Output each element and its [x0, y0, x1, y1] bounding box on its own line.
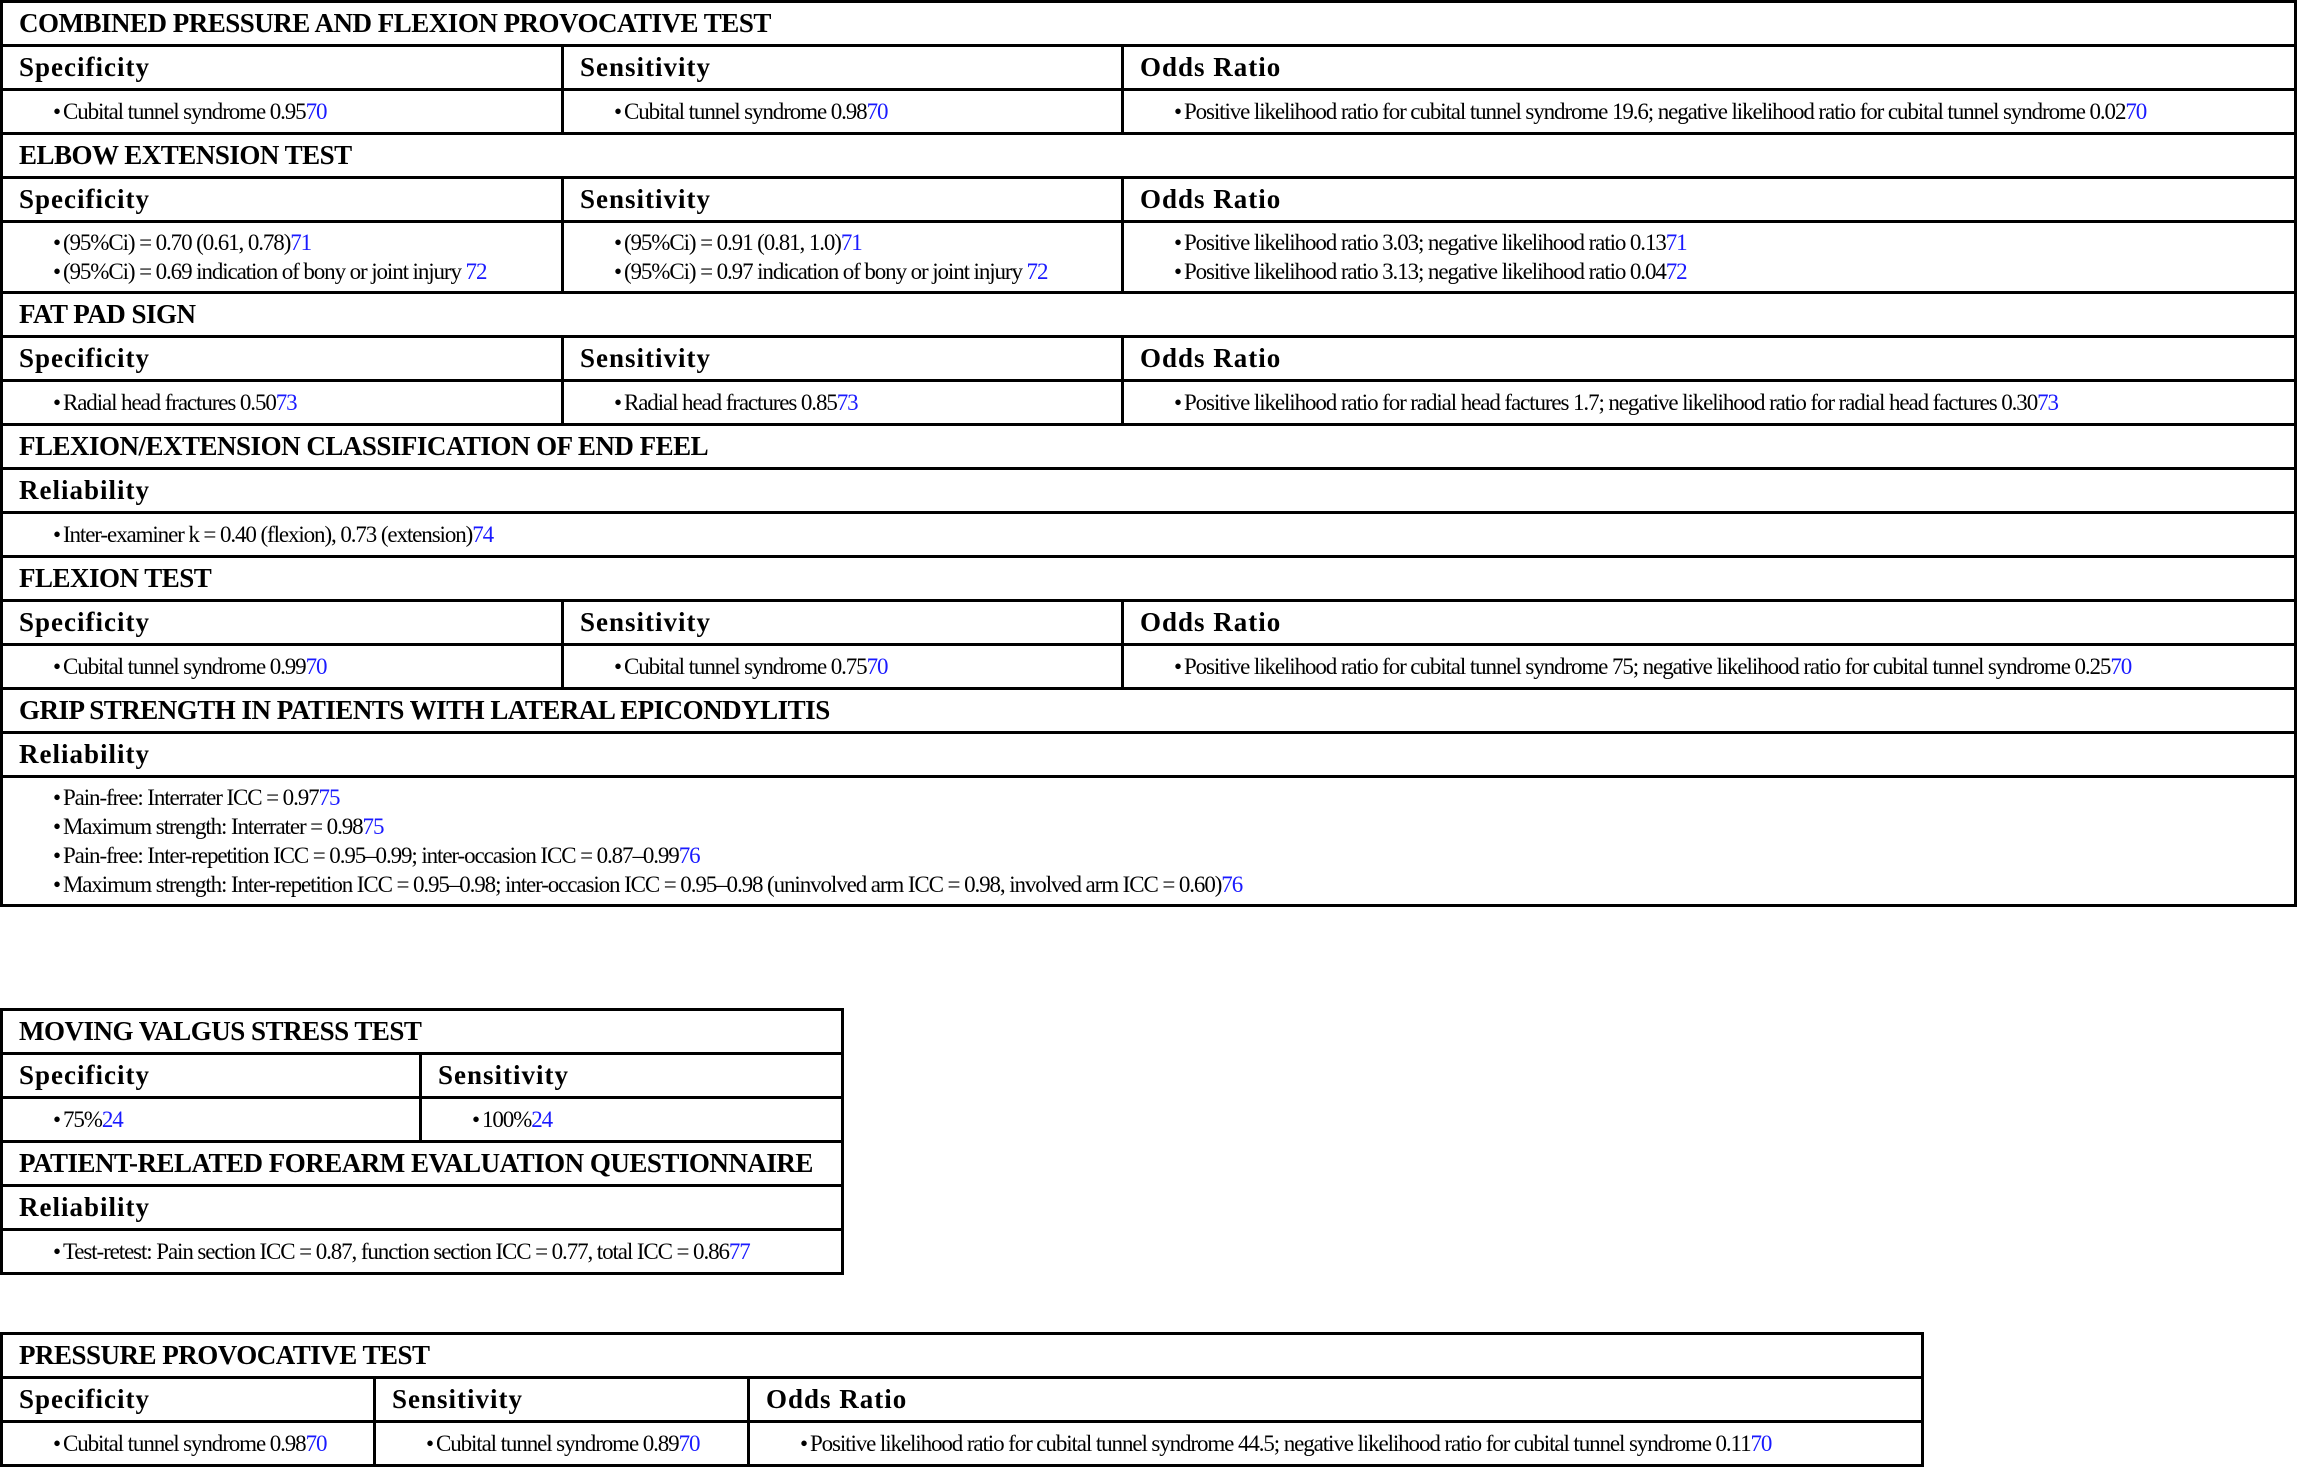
bullet-icon: • — [53, 785, 60, 810]
column-header-sensitivity: Sensitivity — [421, 1054, 843, 1098]
column-header-row — [2, 469, 2296, 513]
item-text: Cubital tunnel syndrome 0.89 — [435, 1431, 679, 1456]
section-title-row — [2, 293, 2296, 337]
bullet-icon: • — [614, 390, 621, 415]
reference-link[interactable]: 24 — [101, 1107, 123, 1132]
item-text: (95%Ci) = 0.69 indication of bony or joint injury — [62, 259, 466, 284]
item-text: Cubital tunnel syndrome 0.98 — [62, 1431, 306, 1456]
section-title-row — [2, 557, 2296, 601]
reference-link[interactable]: 70 — [866, 99, 888, 124]
data-row — [2, 513, 2296, 557]
reference-link[interactable]: 70 — [305, 1431, 327, 1456]
item-text: 75% — [62, 1107, 102, 1132]
section-title-row — [2, 134, 2296, 178]
section-title-row — [2, 1010, 843, 1054]
column-header-row — [2, 733, 2296, 777]
list-item — [53, 1105, 419, 1134]
bullet-icon: • — [1174, 654, 1181, 679]
section-title-row — [2, 425, 2296, 469]
bullet-icon: • — [426, 1431, 433, 1456]
section-title-grip-strength-in-patients-with-lateral-epicondylitis: GRIP STRENGTH IN PATIENTS WITH LATERAL EPICONDYLITIS — [2, 689, 2296, 733]
bullet-icon: • — [53, 843, 60, 868]
item-text: Pain-free: Interrater ICC = 0.97 — [62, 785, 319, 810]
data-row — [2, 1422, 1923, 1466]
item-text: Positive likelihood ratio for radial head factures 1.7; negative likelihood ratio for radial head factures 0.30 — [1183, 390, 2038, 415]
reference-link[interactable]: 77 — [728, 1239, 750, 1264]
data-cell-specificity — [2, 90, 563, 134]
item-text: (95%Ci) = 0.97 indication of bony or joint injury — [623, 259, 1027, 284]
list-item — [1174, 228, 2294, 257]
list-item — [614, 228, 1121, 257]
column-header-sensitivity: Sensitivity — [563, 178, 1123, 222]
column-header-specificity: Specificity — [2, 46, 563, 90]
section-title-flexion-test: FLEXION TEST — [2, 557, 2296, 601]
data-cell-specificity — [2, 222, 563, 293]
section-title-patient-related-forearm-evaluation-questionnaire: PATIENT-RELATED FOREARM EVALUATION QUESTIONNAIRE — [2, 1142, 843, 1186]
column-header-odds-ratio: Odds Ratio — [749, 1378, 1923, 1422]
reference-link[interactable]: 72 — [1665, 259, 1687, 284]
list-item — [614, 388, 1121, 417]
section-title-row — [2, 689, 2296, 733]
reference-link[interactable]: 74 — [472, 522, 494, 547]
data-row — [2, 381, 2296, 425]
column-header-reliability: Reliability — [2, 733, 2296, 777]
item-text: Positive likelihood ratio for cubital tunnel syndrome 44.5; negative likelihood ratio for cubital tunnel syndrome 0.11 — [809, 1431, 1751, 1456]
bullet-icon: • — [53, 1239, 60, 1264]
item-text: Cubital tunnel syndrome 0.99 — [62, 654, 306, 679]
list-item — [1174, 652, 2294, 681]
column-header-reliability: Reliability — [2, 469, 2296, 513]
reference-link[interactable]: 76 — [678, 843, 700, 868]
item-text: Positive likelihood ratio 3.13; negative likelihood ratio 0.04 — [1183, 259, 1666, 284]
bullet-icon: • — [1174, 259, 1181, 284]
data-row — [2, 1098, 843, 1142]
list-item — [1174, 97, 2294, 126]
list-item — [53, 783, 2294, 812]
bullet-icon: • — [53, 230, 60, 255]
bullet-icon: • — [53, 99, 60, 124]
section-title-fat-pad-sign: FAT PAD SIGN — [2, 293, 2296, 337]
reference-link[interactable]: 73 — [275, 390, 297, 415]
data-cell-odds-ratio — [749, 1422, 1923, 1466]
column-header-row — [2, 46, 2296, 90]
section-title-flexion-extension-classification-of-end-feel: FLEXION/EXTENSION CLASSIFICATION OF END FEEL — [2, 425, 2296, 469]
data-cell-specificity — [2, 1098, 421, 1142]
column-header-sensitivity: Sensitivity — [375, 1378, 749, 1422]
forearm-tests-table — [0, 1008, 844, 1275]
list-item — [614, 97, 1121, 126]
data-cell-reliability — [2, 777, 2296, 906]
column-header-specificity: Specificity — [2, 178, 563, 222]
list-item — [1174, 257, 2294, 286]
bullet-icon: • — [53, 1431, 60, 1456]
data-cell-odds-ratio — [1123, 381, 2296, 425]
data-cell-specificity — [2, 381, 563, 425]
data-cell-sensitivity — [563, 645, 1123, 689]
list-item — [426, 1429, 747, 1458]
column-header-sensitivity: Sensitivity — [563, 46, 1123, 90]
reference-link[interactable]: 72 — [1026, 259, 1048, 284]
reference-link[interactable]: 70 — [305, 654, 327, 679]
bullet-icon: • — [1174, 230, 1181, 255]
list-item — [53, 388, 561, 417]
column-header-row — [2, 601, 2296, 645]
data-cell-sensitivity — [563, 222, 1123, 293]
item-text: Inter-examiner k = 0.40 (flexion), 0.73 (extension) — [62, 522, 473, 547]
item-text: Cubital tunnel syndrome 0.95 — [62, 99, 306, 124]
section-title-row — [2, 1334, 1923, 1378]
list-item — [1174, 388, 2294, 417]
data-row — [2, 777, 2296, 906]
reference-link[interactable]: 70 — [2110, 654, 2132, 679]
item-text: Positive likelihood ratio for cubital tunnel syndrome 75; negative likelihood ratio for cubital tunnel syndrome 0.25 — [1183, 654, 2111, 679]
bullet-icon: • — [53, 1107, 60, 1132]
section-title-row — [2, 2, 2296, 46]
item-text: Pain-free: Inter-repetition ICC = 0.95–0.99; inter-occasion ICC = 0.87–0.99 — [62, 843, 679, 868]
column-header-specificity: Specificity — [2, 1378, 375, 1422]
list-item — [614, 652, 1121, 681]
bullet-icon: • — [614, 99, 621, 124]
item-text: 100% — [481, 1107, 532, 1132]
data-cell-reliability — [2, 1230, 843, 1274]
data-cell-sensitivity — [421, 1098, 843, 1142]
list-item — [53, 1429, 373, 1458]
bullet-icon: • — [614, 230, 621, 255]
reference-link[interactable]: 72 — [465, 259, 487, 284]
list-item — [472, 1105, 841, 1134]
list-item — [53, 1237, 841, 1266]
data-row — [2, 645, 2296, 689]
bullet-icon: • — [1174, 99, 1181, 124]
list-item — [53, 652, 561, 681]
column-header-specificity: Specificity — [2, 337, 563, 381]
bullet-icon: • — [614, 654, 621, 679]
bullet-icon: • — [53, 259, 60, 284]
list-item — [53, 520, 2294, 549]
column-header-odds-ratio: Odds Ratio — [1123, 46, 2296, 90]
list-item — [53, 841, 2294, 870]
column-header-row — [2, 1378, 1923, 1422]
reference-link[interactable]: 70 — [1750, 1431, 1772, 1456]
data-cell-odds-ratio — [1123, 222, 2296, 293]
reference-link[interactable]: 70 — [866, 654, 888, 679]
bullet-icon: • — [53, 390, 60, 415]
reference-link[interactable]: 75 — [318, 785, 340, 810]
column-header-row — [2, 337, 2296, 381]
list-item — [614, 257, 1121, 286]
column-header-specificity: Specificity — [2, 601, 563, 645]
data-cell-specificity — [2, 645, 563, 689]
reference-link[interactable]: 70 — [678, 1431, 700, 1456]
list-item — [53, 812, 2294, 841]
data-cell-reliability — [2, 513, 2296, 557]
reference-link[interactable]: 70 — [305, 99, 327, 124]
list-item — [800, 1429, 1921, 1458]
reference-link[interactable]: 75 — [362, 814, 384, 839]
reference-link[interactable]: 71 — [840, 230, 862, 255]
data-cell-sensitivity — [563, 90, 1123, 134]
bullet-icon: • — [53, 654, 60, 679]
item-text: Cubital tunnel syndrome 0.75 — [623, 654, 867, 679]
column-header-row — [2, 178, 2296, 222]
bullet-icon: • — [53, 522, 60, 547]
section-title-combined-pressure-and-flexion-provocative-test: COMBINED PRESSURE AND FLEXION PROVOCATIVE TEST — [2, 2, 2296, 46]
column-header-sensitivity: Sensitivity — [563, 601, 1123, 645]
bullet-icon: • — [53, 814, 60, 839]
reference-link[interactable]: 71 — [1665, 230, 1687, 255]
column-header-specificity: Specificity — [2, 1054, 421, 1098]
list-item — [53, 870, 2294, 899]
section-title-row — [2, 1142, 843, 1186]
bullet-icon: • — [1174, 390, 1181, 415]
item-text: Maximum strength: Interrater = 0.98 — [62, 814, 363, 839]
data-cell-odds-ratio — [1123, 90, 2296, 134]
pressure-provocative-test-table — [0, 1332, 1924, 1467]
item-text: Positive likelihood ratio for cubital tunnel syndrome 19.6; negative likelihood ratio for cubital tunnel syndrome 0.02 — [1183, 99, 2126, 124]
item-text: Test-retest: Pain section ICC = 0.87, function section ICC = 0.77, total ICC = 0.86 — [62, 1239, 729, 1264]
reference-link[interactable]: 73 — [836, 390, 858, 415]
reference-link[interactable]: 73 — [2037, 390, 2058, 415]
column-header-sensitivity: Sensitivity — [563, 337, 1123, 381]
item-text: Radial head fractures 0.85 — [623, 390, 837, 415]
data-cell-sensitivity — [563, 381, 1123, 425]
reference-link[interactable]: 70 — [2125, 99, 2147, 124]
reference-link[interactable]: 76 — [1221, 872, 1243, 897]
column-header-odds-ratio: Odds Ratio — [1123, 337, 2296, 381]
list-item — [53, 97, 561, 126]
section-title-pressure-provocative-test: PRESSURE PROVOCATIVE TEST — [2, 1334, 1923, 1378]
item-text: (95%Ci) = 0.91 (0.81, 1.0) — [623, 230, 841, 255]
item-text: Cubital tunnel syndrome 0.98 — [623, 99, 867, 124]
section-title-elbow-extension-test: ELBOW EXTENSION TEST — [2, 134, 2296, 178]
item-text: Radial head fractures 0.50 — [62, 390, 276, 415]
data-row — [2, 90, 2296, 134]
item-text: Maximum strength: Inter-repetition ICC = 0.95–0.98; inter-occasion ICC = 0.95–0.98 (uninvolved arm ICC = 0.98, involved arm ICC = 0.60) — [62, 872, 1222, 897]
reference-link[interactable]: 24 — [531, 1107, 553, 1132]
reference-link[interactable]: 71 — [290, 230, 312, 255]
data-row — [2, 1230, 843, 1274]
data-cell-odds-ratio — [1123, 645, 2296, 689]
column-header-reliability: Reliability — [2, 1186, 843, 1230]
data-cell-specificity — [2, 1422, 375, 1466]
item-text: (95%Ci) = 0.70 (0.61, 0.78) — [62, 230, 291, 255]
bullet-icon: • — [53, 872, 60, 897]
item-text: Positive likelihood ratio 3.03; negative likelihood ratio 0.13 — [1183, 230, 1666, 255]
column-header-odds-ratio: Odds Ratio — [1123, 178, 2296, 222]
column-header-row — [2, 1186, 843, 1230]
data-row — [2, 222, 2296, 293]
bullet-icon: • — [614, 259, 621, 284]
column-header-odds-ratio: Odds Ratio — [1123, 601, 2296, 645]
data-cell-sensitivity — [375, 1422, 749, 1466]
bullet-icon: • — [800, 1431, 807, 1456]
list-item — [53, 257, 561, 286]
list-item — [53, 228, 561, 257]
section-title-moving-valgus-stress-test: MOVING VALGUS STRESS TEST — [2, 1010, 843, 1054]
bullet-icon: • — [472, 1107, 479, 1132]
column-header-row — [2, 1054, 843, 1098]
